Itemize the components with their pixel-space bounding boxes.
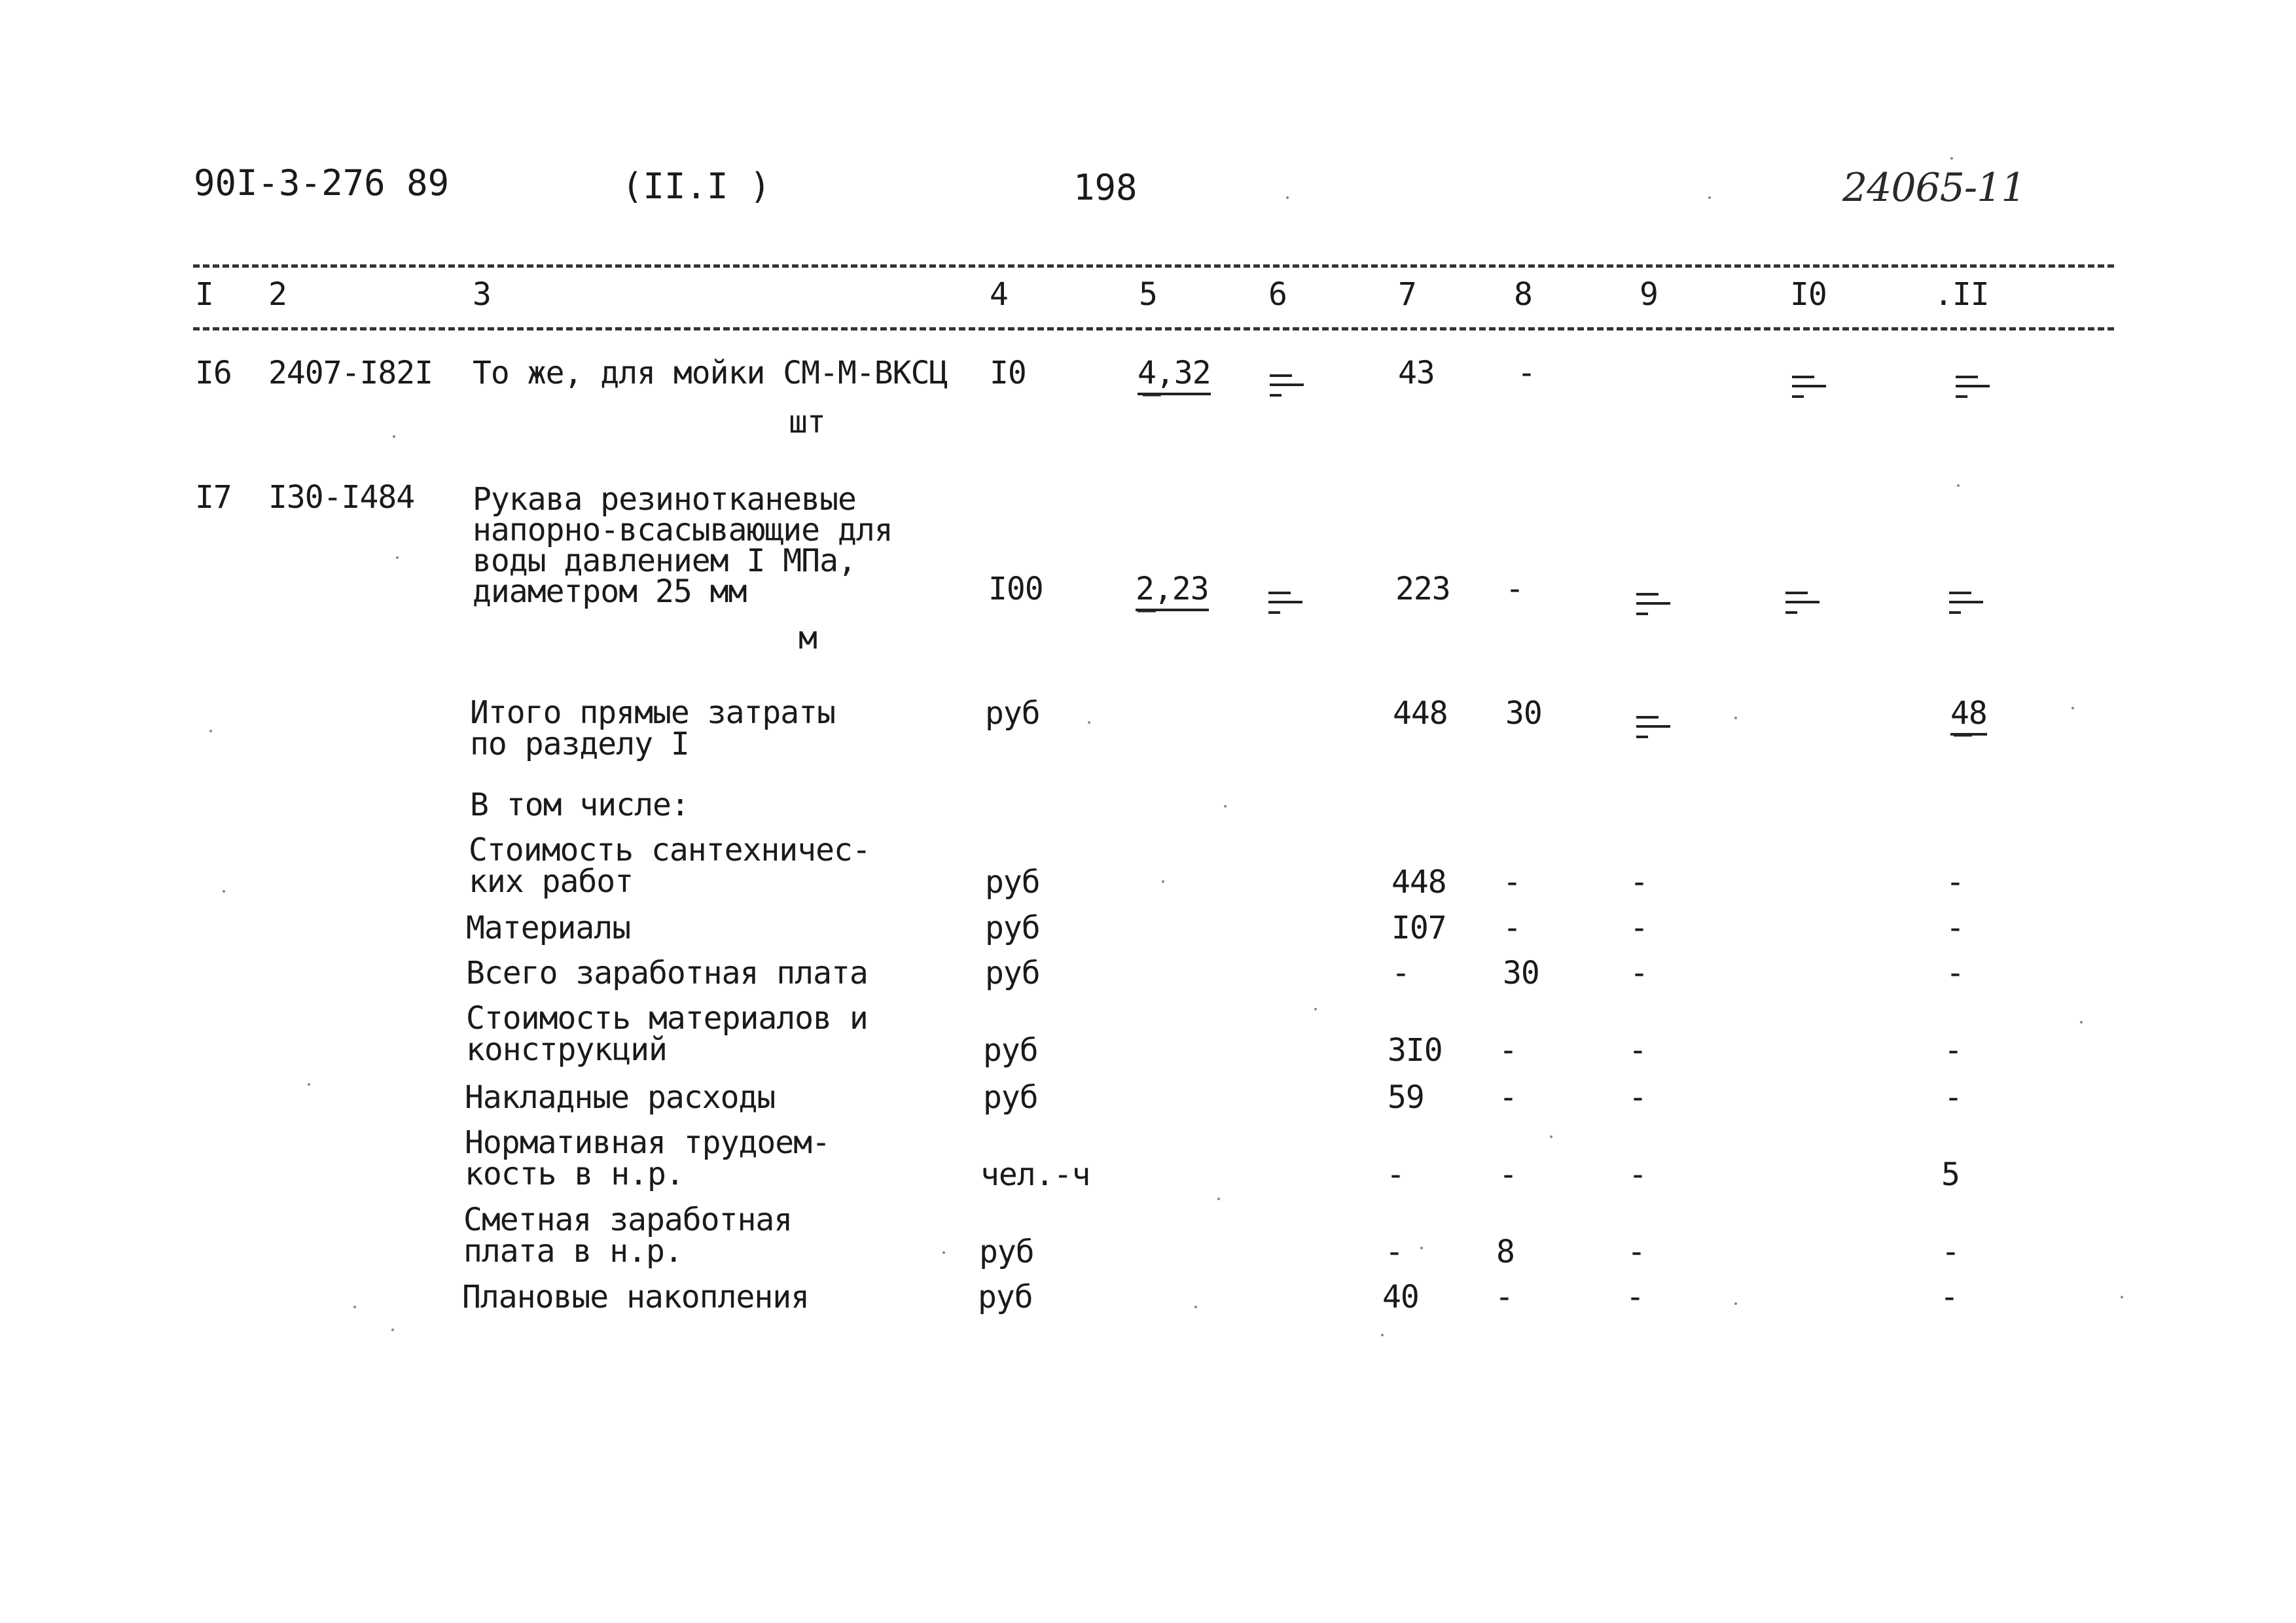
equals-mark — [1636, 590, 1670, 619]
breakdown-unit: руб — [985, 864, 1040, 901]
breakdown-column-7: - — [1386, 1156, 1405, 1193]
scan-speck — [1734, 717, 1737, 719]
quantity: I0 — [990, 355, 1026, 391]
equals-mark — [1268, 589, 1302, 618]
breakdown-unit: руб — [983, 1032, 1038, 1069]
breakdown-column-8: - — [1499, 1156, 1517, 1193]
breakdown-column-7: 3I0 — [1388, 1032, 1443, 1069]
unit-of-measure: шт — [789, 404, 825, 440]
column-header-1: I — [195, 276, 213, 313]
column-8-value: - — [1517, 355, 1535, 391]
breakdown-unit: руб — [985, 955, 1040, 991]
breakdown-label: Всего заработная плата — [466, 955, 868, 991]
breakdown-unit: руб — [978, 1279, 1033, 1315]
breakdown-column-11: - — [1946, 955, 1964, 991]
breakdown-column-8: 30 — [1503, 955, 1539, 991]
scan-speck — [1224, 805, 1227, 808]
breakdown-column-11: - — [1946, 910, 1964, 946]
section-number: (II.I ) — [622, 166, 771, 207]
breakdown-column-11: - — [1941, 1234, 1960, 1270]
scan-speck — [391, 1329, 394, 1331]
breakdown-column-7: - — [1391, 955, 1410, 991]
breakdown-column-11: - — [1946, 864, 1964, 901]
breakdown-column-9: - — [1628, 1032, 1647, 1069]
unit-price: 4,32 — [1138, 357, 1211, 389]
breakdown-column-9: - — [1627, 1234, 1645, 1270]
scan-speck — [393, 435, 395, 438]
breakdown-unit: руб — [983, 1079, 1038, 1116]
breakdown-column-7: I07 — [1391, 910, 1446, 946]
table-top-rule — [193, 264, 2114, 268]
breakdown-column-7: 40 — [1382, 1279, 1419, 1315]
including-label: В том числе: — [470, 787, 689, 823]
breakdown-label: Стоимость материалов и конструкций — [466, 1000, 868, 1068]
breakdown-column-9: - — [1628, 1079, 1647, 1116]
scan-speck — [2121, 1296, 2123, 1298]
total-cost: 448 — [1393, 695, 1448, 732]
column-header-5: 5 — [1139, 276, 1157, 313]
breakdown-unit: руб — [985, 910, 1040, 946]
equals-mark — [1956, 373, 1990, 402]
breakdown-column-9: - — [1626, 1279, 1644, 1315]
column-header-9: 9 — [1640, 276, 1658, 313]
column-header-11: .II — [1934, 276, 1989, 313]
equals-mark — [1792, 373, 1826, 402]
breakdown-column-8: - — [1499, 1032, 1517, 1069]
scan-speck — [1194, 1306, 1197, 1308]
breakdown-column-9: - — [1630, 910, 1648, 946]
scan-speck — [223, 890, 225, 893]
breakdown-column-9: - — [1630, 864, 1648, 901]
breakdown-unit: чел.-ч — [980, 1156, 1090, 1193]
breakdown-column-11: 5 — [1941, 1156, 1960, 1193]
breakdown-column-11: - — [1940, 1279, 1958, 1315]
equals-mark — [1270, 372, 1304, 401]
breakdown-column-9: - — [1628, 1156, 1647, 1193]
scan-speck — [353, 1306, 356, 1308]
total-labor: 30 — [1505, 695, 1542, 732]
dash-mark: ‾ — [1143, 390, 1161, 425]
document-number: 90I-3-276 89 — [194, 162, 450, 204]
breakdown-column-8: - — [1499, 1079, 1517, 1116]
scan-speck — [1088, 721, 1090, 724]
breakdown-column-7: 59 — [1388, 1079, 1424, 1116]
total-cost: 223 — [1395, 571, 1450, 607]
scan-speck — [1734, 1302, 1737, 1305]
breakdown-column-7: - — [1385, 1234, 1403, 1270]
scan-speck — [1708, 196, 1711, 199]
scan-speck — [942, 1251, 945, 1254]
breakdown-label: Нормативная трудоем- кость в н.р. — [465, 1124, 830, 1192]
scan-speck — [1550, 1135, 1552, 1138]
column-8-value: - — [1505, 571, 1524, 607]
item-description: Рукава резинотканевые напорно-всасывающие для воды давлением I МПа, диаметром 25 мм — [473, 481, 893, 610]
total-label: Итого прямые затраты по разделу I — [470, 694, 835, 762]
equals-mark — [1949, 589, 1983, 618]
breakdown-label: Материалы — [466, 910, 631, 946]
unit-price: 2,23 — [1136, 573, 1209, 605]
breakdown-column-9: - — [1630, 955, 1648, 991]
breakdown-label: Сметная заработная плата в н.р. — [463, 1202, 793, 1270]
scan-speck — [1420, 1247, 1423, 1249]
scan-speck — [2080, 1021, 2083, 1024]
dash-mark: ‾ — [1138, 606, 1156, 641]
breakdown-column-11: - — [1944, 1032, 1962, 1069]
column-header-10: I0 — [1790, 276, 1827, 313]
breakdown-unit: руб — [979, 1234, 1034, 1270]
scan-speck — [1314, 1008, 1317, 1010]
column-header-8: 8 — [1514, 276, 1532, 313]
column-header-6: 6 — [1268, 276, 1287, 313]
row-number: I6 — [195, 355, 232, 391]
breakdown-column-8: - — [1503, 910, 1521, 946]
scan-speck — [396, 556, 399, 559]
unit-of-measure: м — [798, 620, 817, 656]
scan-speck — [1381, 1334, 1384, 1336]
resource-code: 2407-I82I — [268, 355, 433, 391]
table-header-rule — [193, 327, 2114, 330]
item-description: То же, для мойки СМ-М-ВКСЦ — [473, 355, 948, 391]
scan-speck — [1957, 484, 1960, 487]
column-header-4: 4 — [990, 276, 1008, 313]
scan-speck — [308, 1083, 310, 1086]
scan-speck — [1950, 157, 1953, 160]
total-cost: 43 — [1398, 355, 1435, 391]
breakdown-label: Накладные расходы — [465, 1079, 776, 1116]
quantity: I00 — [988, 571, 1043, 607]
scan-speck — [1162, 880, 1164, 883]
breakdown-column-8: 8 — [1496, 1234, 1515, 1270]
breakdown-column-8: - — [1503, 864, 1521, 901]
column-header-2: 2 — [268, 276, 287, 313]
equals-mark — [1636, 713, 1670, 742]
page-number: 198 — [1073, 167, 1138, 208]
breakdown-label: Стоимость сантехничес- ких работ — [469, 832, 870, 900]
total-column-11: 48 — [1950, 697, 1987, 730]
scan-speck — [1286, 196, 1289, 199]
scan-speck — [2072, 707, 2074, 709]
scan-speck — [209, 730, 212, 732]
column-header-7: 7 — [1398, 276, 1416, 313]
breakdown-column-7: 448 — [1391, 864, 1446, 901]
column-header-3: 3 — [473, 276, 491, 313]
dash-mark: ‾ — [1954, 730, 1972, 766]
scan-speck — [1217, 1198, 1220, 1200]
equals-mark — [1785, 589, 1820, 618]
breakdown-label: Плановые накопления — [462, 1279, 810, 1315]
handwritten-reference: 24065-11 — [1842, 165, 2026, 211]
total-unit: руб — [985, 695, 1040, 732]
row-number: I7 — [195, 479, 232, 516]
breakdown-column-11: - — [1944, 1079, 1962, 1116]
breakdown-column-8: - — [1495, 1279, 1513, 1315]
resource-code: I30-I484 — [268, 479, 415, 516]
